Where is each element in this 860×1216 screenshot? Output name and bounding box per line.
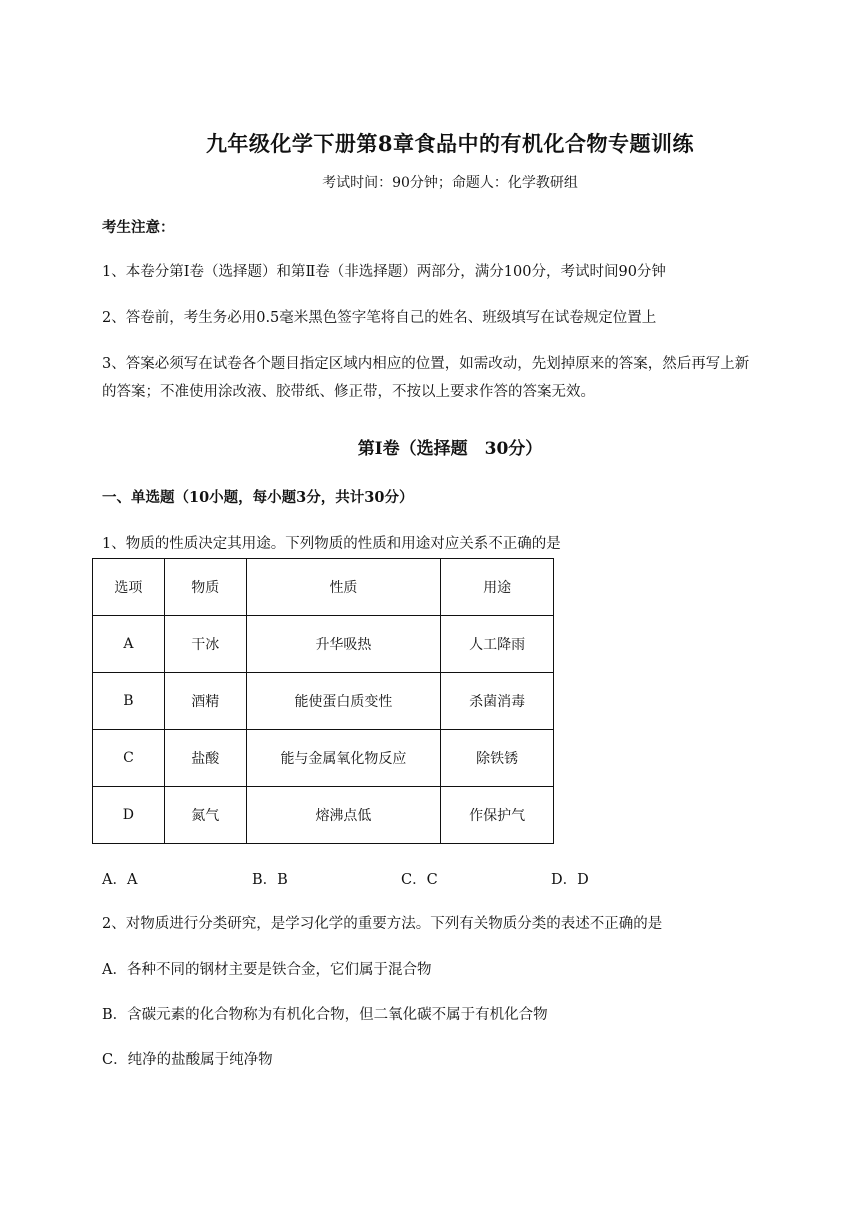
table-cell: 熔沸点低: [246, 787, 441, 844]
q2-option-c: C．纯净的盐酸属于纯净物: [102, 1052, 273, 1068]
table-header: 性质: [246, 559, 441, 616]
table-cell: 作保护气: [441, 787, 554, 844]
q2-option-b: B．含碳元素的化合物称为有机化合物，但二氧化碳不属于有机化合物: [102, 1007, 548, 1023]
exam-subtitle: 考试时间：90分钟；命题人：化学教研组: [322, 175, 578, 191]
table-cell: 能使蛋白质变性: [246, 673, 441, 730]
notice-item-3: 3、答案必须写在试卷各个题目指定区域内相应的位置，如需改动，先划掉原来的答案，然后再写上新: [102, 356, 750, 372]
table-cell: 能与金属氧化物反应: [246, 730, 441, 787]
table-cell: C: [93, 730, 165, 787]
table-row: [93, 673, 554, 730]
q1-choice-d: D．D: [551, 872, 589, 888]
q2-stem: 2、对物质进行分类研究，是学习化学的重要方法。下列有关物质分类的表述不正确的是: [102, 916, 663, 932]
table-header: 用途: [441, 559, 554, 616]
table-row: [93, 616, 554, 673]
table-cell: 氮气: [164, 787, 246, 844]
q1-choice-a: A．A: [102, 872, 138, 888]
table-cell: 升华吸热: [246, 616, 441, 673]
q1-choice-c: C．C: [401, 872, 438, 888]
notice-heading: 考生注意：: [102, 219, 175, 236]
table-cell: D: [93, 787, 165, 844]
q2-option-a: A．各种不同的钢材主要是铁合金，它们属于混合物: [102, 962, 432, 978]
table-cell: 酒精: [164, 673, 246, 730]
notice-item-3-cont: 的答案；不准使用涂改液、胶带纸、修正带，不按以上要求作答的答案无效。: [102, 384, 595, 400]
notice-item-1: 1、本卷分第Ⅰ卷（选择题）和第Ⅱ卷（非选择题）两部分，满分100分，考试时间90分钟: [102, 264, 666, 280]
table-row: [93, 730, 554, 787]
table-cell: 盐酸: [164, 730, 246, 787]
q1-stem: 1、物质的性质决定其用途。下列物质的性质和用途对应关系不正确的是: [102, 536, 561, 552]
table-row: [93, 787, 554, 844]
table-cell: 干冰: [164, 616, 246, 673]
table-cell: B: [93, 673, 165, 730]
table-header-row: [93, 559, 554, 616]
table-cell: A: [93, 616, 165, 673]
section-title: 第Ⅰ卷（选择题 30分）: [357, 439, 543, 459]
q1-choice-b: B．B: [252, 872, 288, 888]
table-cell: 杀菌消毒: [441, 673, 554, 730]
table-cell: 除铁锈: [441, 730, 554, 787]
notice-item-2: 2、答卷前，考生务必用0.5毫米黑色签字笔将自己的姓名、班级填写在试卷规定位置上: [102, 310, 657, 326]
exam-title: 九年级化学下册第8章食品中的有机化合物专题训练: [205, 131, 695, 156]
table-header: 物质: [164, 559, 246, 616]
table-cell: 人工降雨: [441, 616, 554, 673]
part-heading: 一、单选题（10小题，每小题3分，共计30分）: [102, 489, 414, 506]
q1-table: [92, 558, 554, 844]
table-header: 选项: [93, 559, 165, 616]
